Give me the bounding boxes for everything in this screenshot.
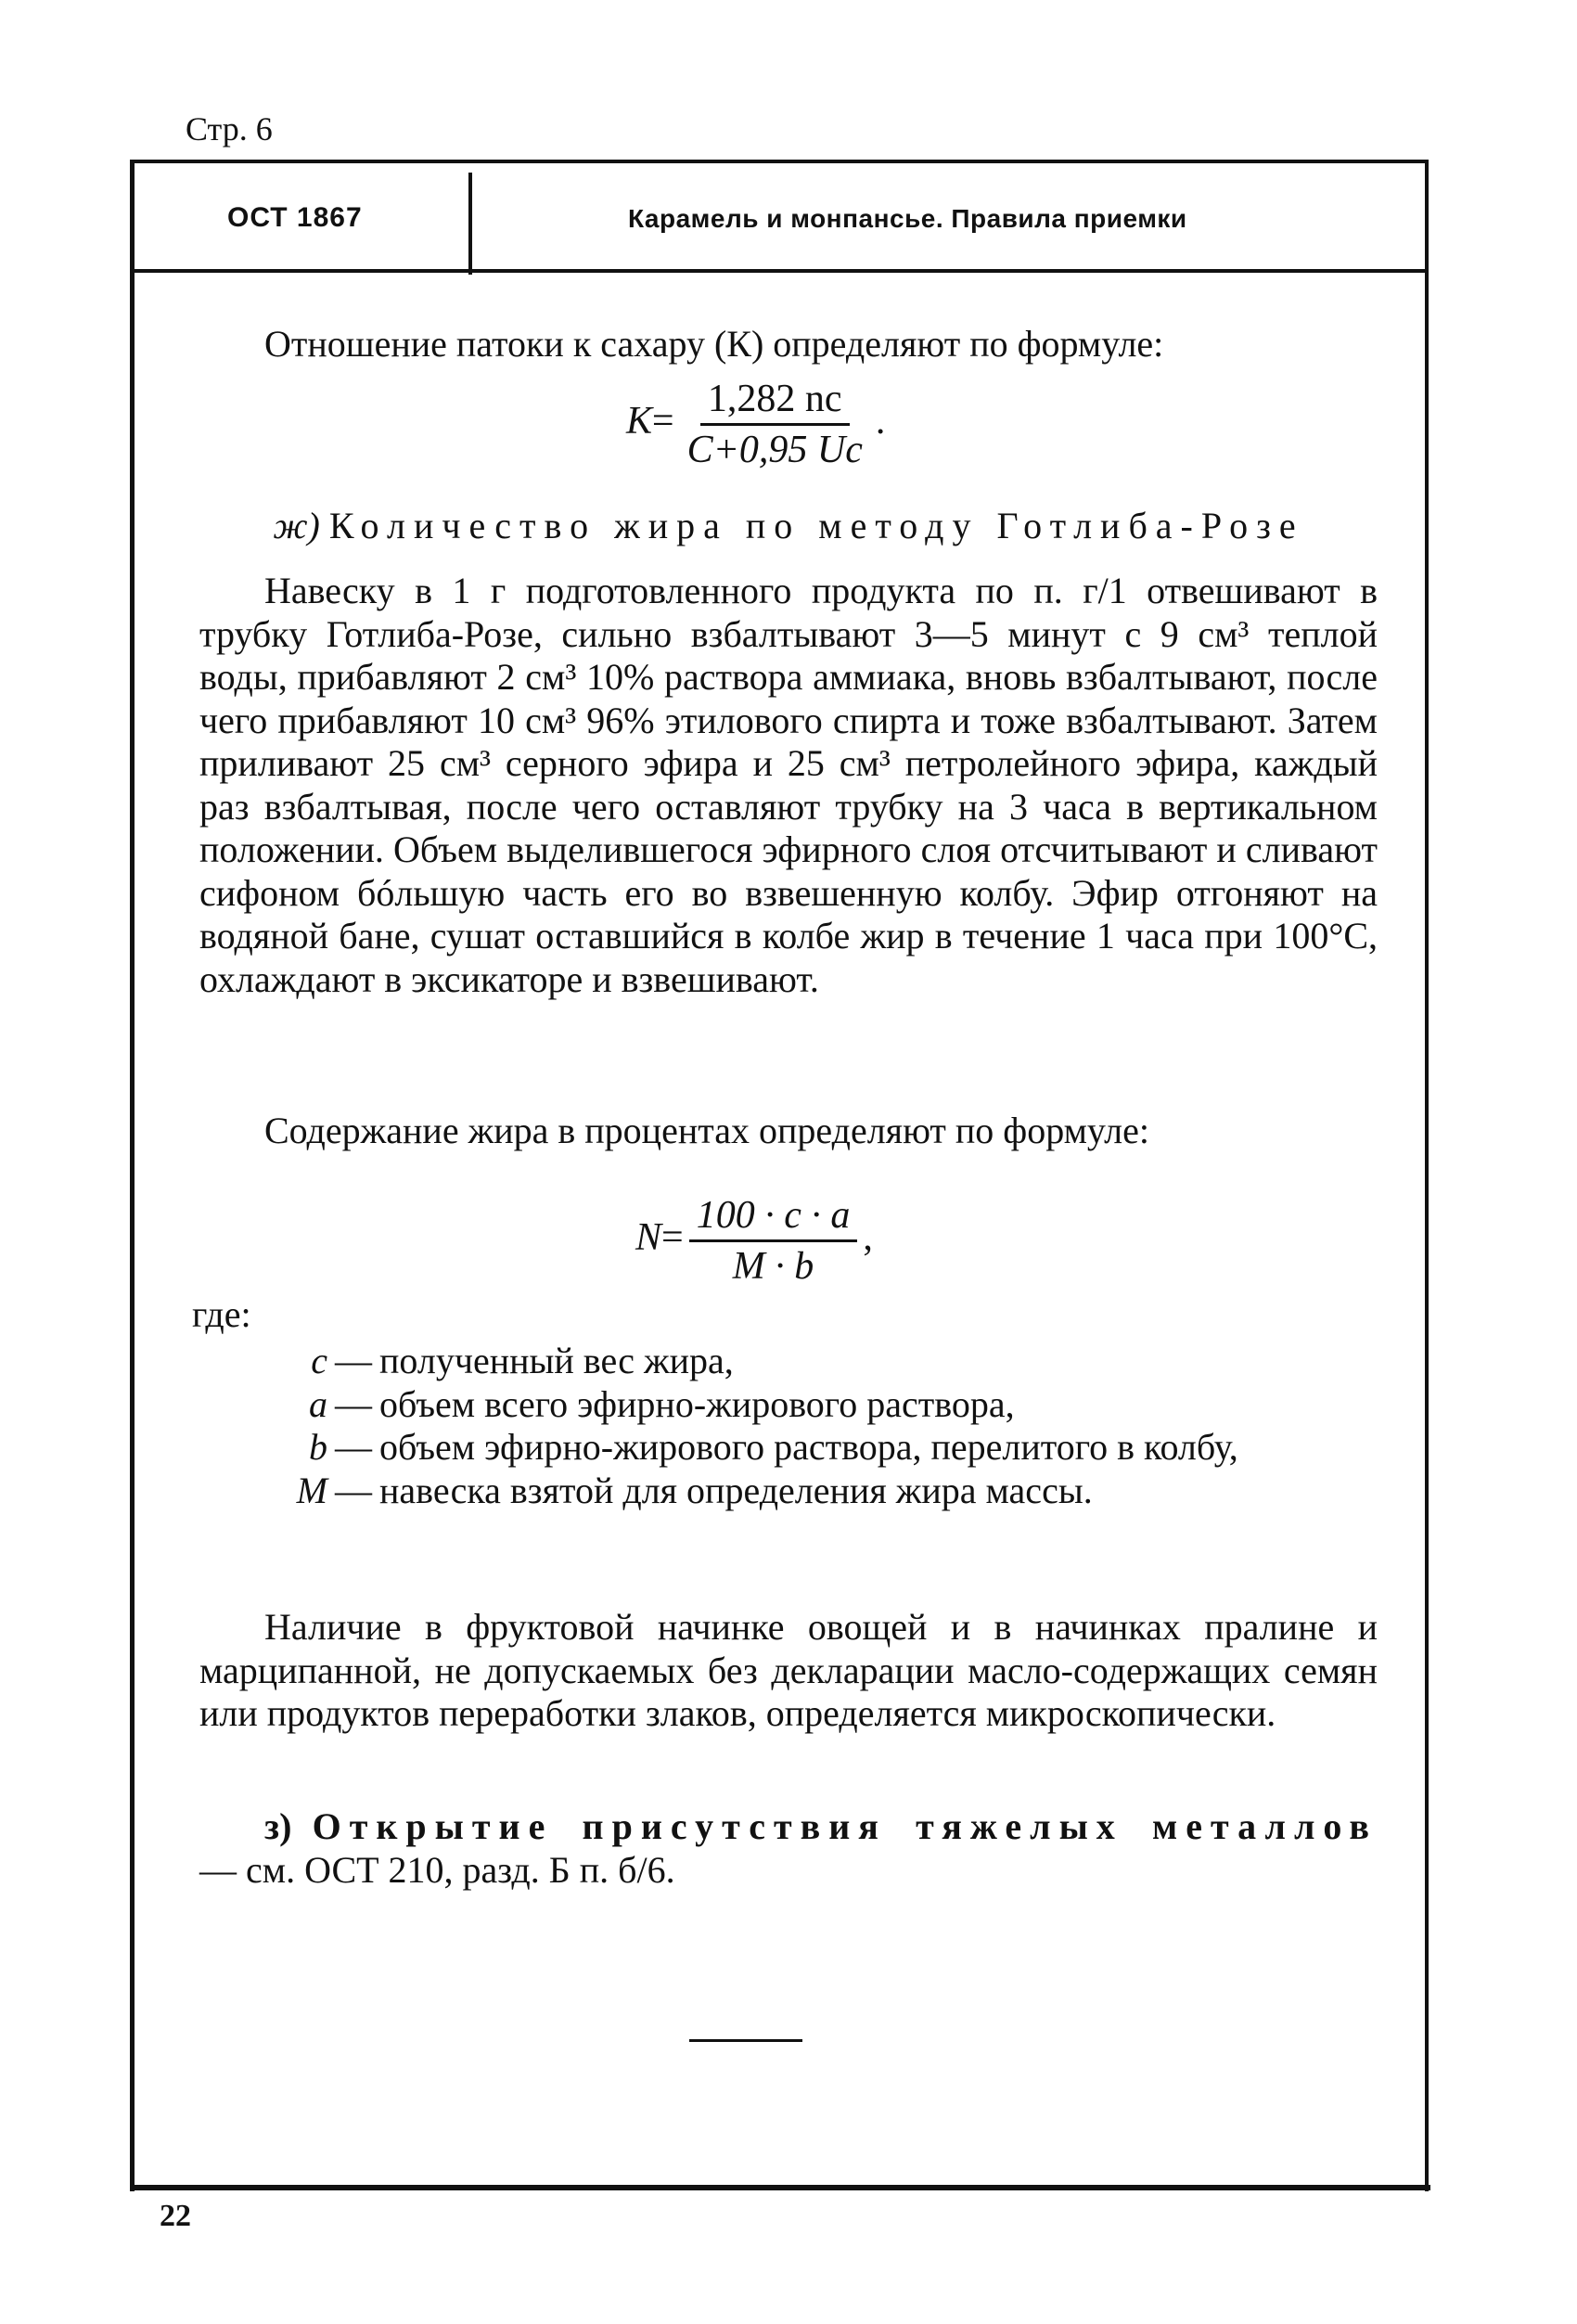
definition-dash: — [335,1426,372,1468]
section-zh-body [199,570,1378,1001]
where-label-block [192,1293,1370,1337]
section-z-marker: з) [264,1805,292,1847]
definition-text: навеска взятой для определения жира массы. [379,1469,1093,1511]
page-header [135,163,1425,273]
page-number: 22 [160,2199,191,2233]
definitions-list [274,1340,1378,1512]
page-label: Стр. 6 [186,110,273,148]
definition-text: полученный вес жира, [379,1340,734,1381]
where-label: где: [192,1293,251,1335]
section-zh-marker: ж) [273,505,320,546]
definition-dash: — [335,1469,372,1511]
formula-n-eq: = [661,1216,684,1260]
end-rule [689,2039,802,2042]
formula-k-numerator: 1,282 nс [700,377,850,426]
formula-n-trailer: , [863,1216,873,1260]
formula-n-fraction [689,1193,858,1289]
section-zh-heading-line [199,505,1378,548]
definition-symbol: c [311,1340,327,1381]
section-z-block [199,1805,1378,1892]
formula-k-trailer: . [875,400,886,443]
section-z-reference: — см. ОСТ 210, разд. Б п. б/6. [199,1848,675,1891]
definition-symbol: M [296,1469,327,1511]
formula-k [626,377,885,472]
definition-symbol: b [309,1426,327,1468]
formula-n-lhs: N [635,1216,662,1260]
definition-row [274,1470,1378,1513]
definition-row [274,1426,1378,1470]
section-z-heading: Открытие присутствия тяжелых металлов [312,1805,1378,1847]
section-zh-heading: Количество жира по методу Готлиба-Розе [328,505,1304,546]
page-frame [130,160,1429,2191]
section-zh-heading-row [199,505,1378,548]
document-title: Карамель и монпансье. Правила приемки [628,204,1187,233]
standard-code: ОСТ 1867 [227,202,363,233]
formula-k-lhs: К [626,400,652,443]
formula-n [635,1193,873,1289]
formula-k-eq: = [651,400,674,443]
definition-text: объем всего эфирно-жирового раствора, [379,1382,1015,1425]
bottom-rule [130,2185,1430,2190]
header-divider [468,173,472,275]
fat-formula-line: Содержание жира в процентах определяют по формуле: [264,1110,1150,1151]
definition-dash: — [335,1340,372,1381]
intro-formula-line: Отношение патоки к сахару (К) определяют по формуле: [264,323,1164,365]
formula-k-fraction [680,377,870,472]
microscopy-paragraph: Наличие в фруктовой начинке овощей и в начинках пралине и марципанной, не допускаемых без декларации масло-содержащих семян или продуктов переработки злаков, определяется микроскопически. [199,1606,1378,1734]
section-z-paragraph [199,1805,1378,1892]
formula-n-denominator: M · b [732,1245,814,1288]
definition-row [274,1340,1378,1383]
definition-dash: — [335,1382,372,1425]
body-block-intro [199,323,1378,366]
definition-symbol: a [309,1382,327,1425]
section-zh-paragraph: Навеску в 1 г подготовленного продукта по п. г/1 отвешивают в трубку Готлиба-Розе, сильно взбалтывают 3—5 минут с 9 см³ теплой воды, прибавляют 2 см³ 10% раствора аммиака, вновь взбалтывают, после чего прибавляют 10 см³ 96% этилового спирта и тоже взбалтывают. Затем приливают 25 см³ серного эфира и 25 см³ петролейного эфира, каждый раз взбалтывая, после чего оставляют трубку на 3 часа в вертикальном положении. Объем выделившегося эфирного слоя отсчитывают и сливают сифоном бóльшую часть его во взвешенную колбу. Эфир отгоняют на водяной бане, сушат оставшийся в колбе жир в течение 1 часа при 100°С, охлаждают в эксикаторе и взвешивают. [199,570,1378,1000]
fat-formula-intro [199,1110,1378,1153]
definition-row [274,1383,1378,1427]
formula-n-numerator: 100 · c · a [689,1193,858,1242]
definition-text: объем эфирно-жирового раствора, перелитого в колбу, [379,1426,1238,1468]
formula-k-denominator: С+0,95 Uс [686,429,863,471]
microscopy-block [199,1606,1378,1736]
